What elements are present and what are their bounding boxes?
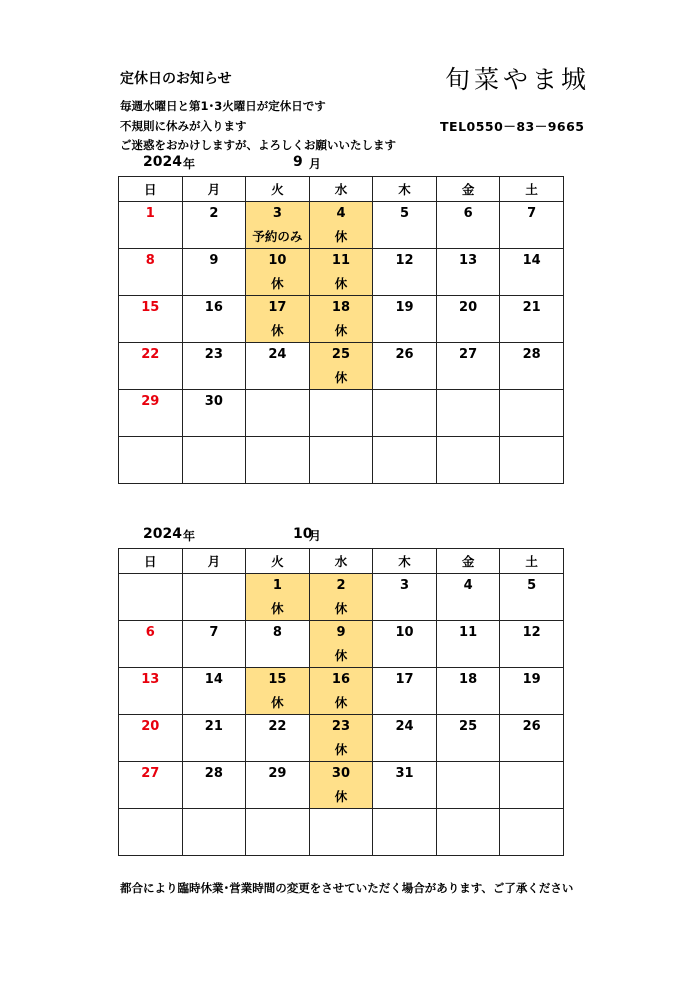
week-row — [119, 762, 564, 809]
calendar-month-label: 月 — [309, 157, 322, 171]
day-cell — [309, 668, 373, 715]
day-cell — [373, 296, 437, 343]
weekday-header: 火 — [246, 549, 310, 574]
empty-day-cell — [436, 809, 500, 856]
day-number: 18 — [459, 672, 478, 687]
day-cell — [119, 296, 183, 343]
day-cell — [119, 249, 183, 296]
closed-note: 休 — [334, 742, 348, 757]
day-cell — [246, 762, 310, 809]
day-number: 15 — [268, 672, 287, 687]
day-cell — [500, 296, 564, 343]
closed-note: 休 — [334, 601, 348, 616]
day-number: 28 — [204, 766, 223, 781]
weekday-header: 土 — [500, 177, 564, 202]
day-cell — [246, 202, 310, 249]
calendar-year-label: 年 — [183, 529, 196, 543]
day-number: 4 — [336, 206, 346, 221]
weekday-header: 金 — [436, 549, 500, 574]
day-number: 27 — [459, 347, 478, 362]
day-cell — [309, 249, 373, 296]
day-number: 29 — [141, 394, 160, 409]
day-cell — [182, 249, 246, 296]
empty-day-cell — [373, 809, 437, 856]
week-row — [119, 621, 564, 668]
day-number: 20 — [459, 300, 478, 315]
empty-day-cell — [182, 574, 246, 621]
day-number: 1 — [272, 578, 282, 593]
empty-day-cell — [373, 437, 437, 484]
empty-day-cell — [436, 762, 500, 809]
empty-day-cell — [246, 809, 310, 856]
week-row — [119, 249, 564, 296]
closed-note: 休 — [271, 276, 284, 291]
day-number: 7 — [209, 625, 219, 640]
closed-note: 休 — [334, 229, 348, 244]
day-cell — [119, 668, 183, 715]
day-cell — [119, 202, 183, 249]
day-number: 7 — [527, 206, 537, 221]
day-number: 15 — [141, 300, 160, 315]
day-number: 8 — [272, 625, 282, 640]
calendar-year-label: 年 — [183, 157, 196, 171]
day-number: 21 — [204, 719, 223, 734]
closed-note: 休 — [271, 695, 284, 710]
day-cell — [246, 621, 310, 668]
empty-day-cell — [500, 762, 564, 809]
day-number: 12 — [395, 253, 414, 268]
day-number: 9 — [336, 625, 346, 640]
day-cell — [119, 762, 183, 809]
day-cell — [500, 668, 564, 715]
day-cell — [373, 715, 437, 762]
weekday-header: 日 — [119, 549, 183, 574]
day-cell — [182, 202, 246, 249]
calendar-heading-september — [143, 154, 343, 174]
day-cell — [436, 621, 500, 668]
week-row — [119, 668, 564, 715]
notice-title: 定休日のお知らせ — [120, 71, 232, 87]
weekday-header: 月 — [182, 549, 246, 574]
empty-day-cell — [119, 809, 183, 856]
empty-day-cell — [246, 390, 310, 437]
empty-day-cell — [309, 390, 373, 437]
day-number: 3 — [272, 206, 282, 221]
shop-name: 旬菜やま城 — [445, 65, 591, 94]
empty-day-cell — [309, 437, 373, 484]
day-cell — [500, 202, 564, 249]
day-number: 19 — [395, 300, 414, 315]
week-row — [119, 343, 564, 390]
day-number: 10 — [395, 625, 414, 640]
weekday-header: 木 — [373, 549, 437, 574]
day-cell — [309, 296, 373, 343]
day-number: 29 — [268, 766, 287, 781]
day-number: 11 — [459, 625, 478, 640]
day-number: 16 — [204, 300, 223, 315]
weekday-header: 金 — [436, 177, 500, 202]
day-number: 23 — [331, 719, 351, 734]
day-cell — [182, 390, 246, 437]
week-row — [119, 390, 564, 437]
weekday-header: 水 — [309, 549, 373, 574]
day-cell — [119, 621, 183, 668]
day-cell — [436, 668, 500, 715]
day-cell — [309, 574, 373, 621]
day-number: 23 — [204, 347, 223, 362]
day-cell — [436, 249, 500, 296]
day-cell — [373, 621, 437, 668]
day-cell — [119, 390, 183, 437]
closed-note: 休 — [334, 323, 348, 338]
day-number: 1 — [145, 206, 155, 221]
day-number: 3 — [400, 578, 410, 593]
closed-note: 休 — [271, 323, 284, 338]
day-number: 30 — [331, 766, 351, 781]
calendar-heading-october — [143, 526, 343, 546]
day-cell — [373, 762, 437, 809]
day-number: 24 — [395, 719, 414, 734]
day-cell — [246, 249, 310, 296]
day-number: 22 — [141, 347, 160, 362]
weekday-header-row — [119, 177, 564, 202]
closed-note: 予約のみ — [252, 229, 303, 244]
day-cell — [309, 202, 373, 249]
week-row — [119, 715, 564, 762]
day-cell — [500, 574, 564, 621]
weekday-header: 日 — [119, 177, 183, 202]
empty-day-cell — [119, 437, 183, 484]
day-number: 6 — [145, 625, 155, 640]
day-number: 17 — [268, 300, 287, 315]
closed-note: 休 — [334, 789, 348, 804]
day-cell — [373, 249, 437, 296]
day-number: 12 — [522, 625, 541, 640]
calendar-month: 9 — [293, 154, 303, 170]
empty-day-cell — [373, 390, 437, 437]
weekday-header: 水 — [309, 177, 373, 202]
day-cell — [309, 621, 373, 668]
day-number: 10 — [268, 253, 287, 268]
closed-note: 休 — [334, 276, 348, 291]
day-cell — [182, 668, 246, 715]
empty-day-cell — [500, 809, 564, 856]
week-row — [119, 809, 564, 856]
day-number: 28 — [522, 347, 541, 362]
day-number: 5 — [400, 206, 410, 221]
day-number: 21 — [522, 300, 541, 315]
day-number: 13 — [141, 672, 160, 687]
day-number: 2 — [209, 206, 219, 221]
footer-notice: 都合により臨時休業･営業時間の変更をさせていただく場合があります、ご了承ください — [120, 881, 574, 895]
day-cell — [246, 343, 310, 390]
closed-note: 休 — [334, 370, 348, 385]
empty-day-cell — [309, 809, 373, 856]
weekday-header: 木 — [373, 177, 437, 202]
weekday-header-row — [119, 549, 564, 574]
empty-day-cell — [436, 390, 500, 437]
day-number: 18 — [331, 300, 351, 315]
day-cell — [436, 202, 500, 249]
calendar-month: 10 — [293, 526, 313, 542]
day-cell — [182, 621, 246, 668]
day-cell — [436, 296, 500, 343]
closed-note: 休 — [334, 695, 348, 710]
day-cell — [309, 762, 373, 809]
day-number: 4 — [463, 578, 473, 593]
empty-day-cell — [436, 437, 500, 484]
day-number: 19 — [522, 672, 541, 687]
note-line-3: ご迷惑をおかけしますが、よろしくお願いいたします — [120, 138, 396, 152]
closed-note: 休 — [334, 648, 348, 663]
day-number: 13 — [459, 253, 478, 268]
day-number: 25 — [459, 719, 478, 734]
day-cell — [500, 343, 564, 390]
day-cell — [246, 715, 310, 762]
week-row — [119, 437, 564, 484]
day-number: 5 — [527, 578, 537, 593]
day-number: 9 — [209, 253, 219, 268]
day-cell — [373, 202, 437, 249]
empty-day-cell — [119, 574, 183, 621]
day-cell — [500, 715, 564, 762]
day-cell — [309, 715, 373, 762]
day-cell — [246, 668, 310, 715]
day-cell — [246, 574, 310, 621]
day-cell — [500, 621, 564, 668]
note-line-1: 毎週水曜日と第1･3火曜日が定休日です — [120, 99, 326, 113]
day-number: 31 — [395, 766, 414, 781]
day-cell — [373, 343, 437, 390]
day-number: 20 — [141, 719, 160, 734]
day-number: 30 — [204, 394, 223, 409]
empty-day-cell — [246, 437, 310, 484]
day-number: 22 — [268, 719, 287, 734]
calendar-september — [118, 176, 564, 484]
day-number: 17 — [395, 672, 414, 687]
note-line-2: 不規則に休みが入ります — [120, 119, 247, 133]
closed-note: 休 — [271, 601, 284, 616]
weekday-header: 月 — [182, 177, 246, 202]
day-number: 8 — [145, 253, 155, 268]
day-number: 2 — [336, 578, 346, 593]
day-number: 14 — [522, 253, 541, 268]
telephone-number: TEL0550－83－9665 — [440, 119, 585, 134]
empty-day-cell — [500, 437, 564, 484]
day-number: 14 — [204, 672, 223, 687]
day-cell — [182, 343, 246, 390]
day-cell — [373, 668, 437, 715]
day-cell — [373, 574, 437, 621]
weekday-header: 火 — [246, 177, 310, 202]
day-number: 16 — [331, 672, 351, 687]
day-number: 27 — [141, 766, 160, 781]
week-row — [119, 574, 564, 621]
day-cell — [182, 296, 246, 343]
day-cell — [119, 715, 183, 762]
day-cell — [246, 296, 310, 343]
day-number: 25 — [331, 347, 351, 362]
week-row — [119, 202, 564, 249]
day-number: 26 — [395, 347, 414, 362]
empty-day-cell — [182, 437, 246, 484]
week-row — [119, 296, 564, 343]
day-cell — [436, 574, 500, 621]
day-cell — [436, 715, 500, 762]
day-cell — [436, 343, 500, 390]
calendar-october — [118, 548, 564, 856]
day-cell — [500, 249, 564, 296]
empty-day-cell — [182, 809, 246, 856]
day-cell — [309, 343, 373, 390]
day-cell — [182, 762, 246, 809]
day-number: 11 — [331, 253, 351, 268]
calendar-month-label: 月 — [309, 529, 322, 543]
day-number: 6 — [463, 206, 473, 221]
day-number: 26 — [522, 719, 541, 734]
day-cell — [119, 343, 183, 390]
day-cell — [182, 715, 246, 762]
empty-day-cell — [500, 390, 564, 437]
day-number: 24 — [268, 347, 287, 362]
calendar-year: 2024 — [143, 154, 182, 170]
weekday-header: 土 — [500, 549, 564, 574]
calendar-year: 2024 — [143, 526, 182, 542]
